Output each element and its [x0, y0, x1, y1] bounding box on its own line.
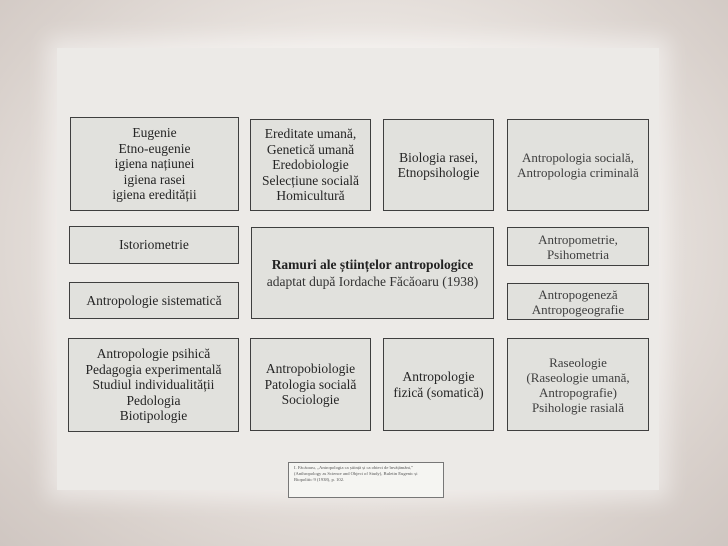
box-line: fizică (somatică)	[393, 384, 484, 400]
box-line: igiena rasei	[123, 171, 186, 187]
box-line: Antropologia socială,	[522, 150, 634, 165]
box-line: Antropologie psihică	[96, 346, 211, 362]
box-line: Antropobiologie	[265, 361, 356, 377]
box-line: Biotipologie	[119, 408, 188, 424]
box-line: Selecțiune socială	[261, 172, 360, 188]
box-line: Antropogeneză	[538, 286, 618, 302]
box-line: Raseologie	[549, 354, 607, 370]
box-line: Antropologie sistematică	[86, 292, 222, 308]
box-line: Antropologie	[402, 369, 475, 384]
box-line: Genetică umană	[266, 141, 355, 157]
box-line: Antropografie)	[539, 384, 617, 400]
box-line: Eugenie	[132, 125, 177, 141]
box-line: Pedologia	[126, 392, 181, 408]
box-ereditate-umana	[250, 119, 371, 211]
box-biologia-rasei	[383, 119, 494, 211]
box-line: Sociologie	[281, 392, 340, 408]
box-eugenie	[70, 117, 239, 211]
box-antropometrie	[507, 227, 649, 266]
box-line: Studiul individualității	[92, 377, 215, 393]
reference-label	[288, 462, 444, 498]
reference-line: I. Făcăoaru, „Antropologia ca știință și ca obiect de învățământ,”	[294, 465, 414, 470]
box-line: Patologia socială	[264, 376, 357, 392]
box-line: Pedagogia experimentală	[85, 361, 222, 377]
box-line: Eredobiologie	[272, 157, 349, 173]
reference-line: Biopolitic 9 (1938), p. 102.	[294, 476, 345, 482]
box-line: Antropometrie,	[538, 231, 618, 247]
box-istoriometrie	[69, 226, 239, 264]
box-line: Biologia rasei,	[399, 149, 478, 165]
center-box	[251, 227, 494, 319]
box-line: Psihologie rasială	[531, 399, 625, 415]
box-line: Homicultură	[276, 188, 345, 204]
box-antropogeneza	[507, 283, 649, 320]
center-subtitle: adaptat după Iordache Făcăoaru (1938)	[266, 274, 479, 289]
box-antropologia-sociala	[507, 119, 649, 211]
box-raseologie	[507, 338, 649, 431]
box-line: (Raseologie umană,	[526, 369, 630, 385]
center-title: Ramuri ale științelor antropologice	[271, 257, 474, 272]
box-line: Antropologia criminală	[517, 165, 639, 180]
box-antropologie-sistematica	[69, 282, 239, 319]
box-line: Antropogeografie	[531, 301, 625, 317]
box-line: igiena națiunei	[114, 156, 195, 172]
reference-line: (Anthropology as Science and Object of Study), Buletin Eugenic și	[294, 470, 418, 476]
box-antropologie-psihica	[68, 338, 239, 432]
box-antropobiologie	[250, 338, 371, 431]
box-line: Etnopsihologie	[397, 165, 480, 180]
box-line: Istoriometrie	[119, 237, 189, 253]
box-line: Ereditate umană,	[264, 126, 357, 142]
box-line: Psihometria	[546, 246, 610, 262]
box-line: Etno-eugenie	[118, 140, 191, 156]
box-line: igiena eredității	[112, 187, 197, 203]
box-antropologie-fizica	[383, 338, 494, 431]
